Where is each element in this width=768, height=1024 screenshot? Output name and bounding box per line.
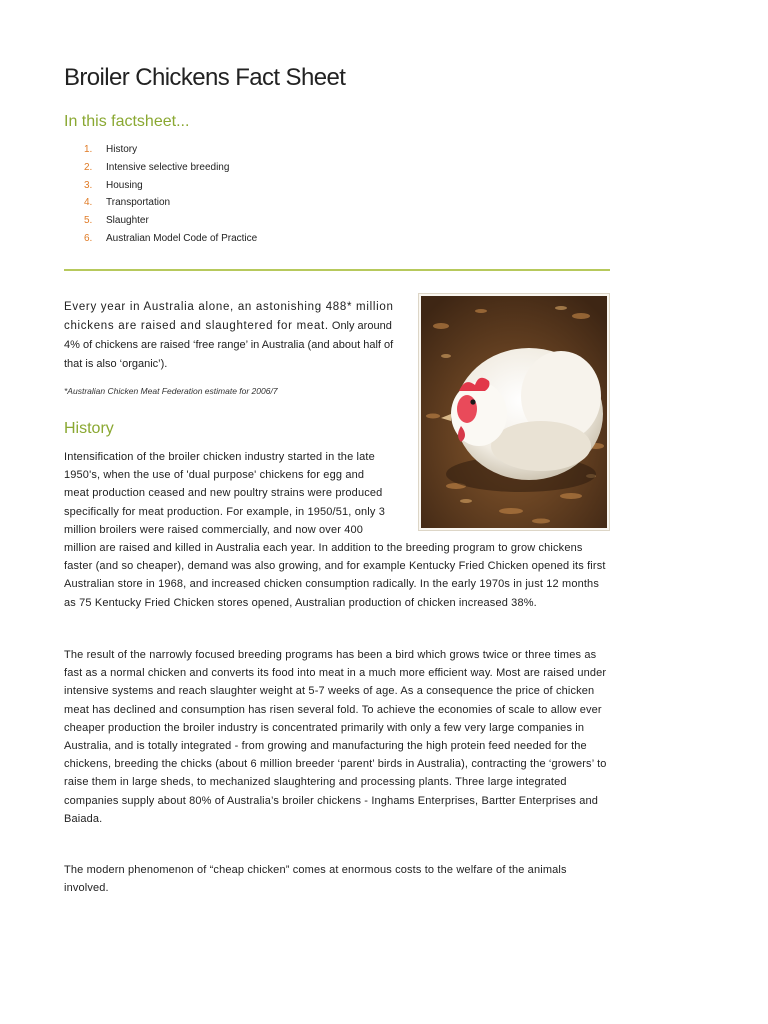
toc-label: Intensive selective breeding — [106, 161, 230, 173]
section-divider — [64, 269, 610, 271]
toc-heading: In this factsheet... — [64, 113, 190, 130]
toc-item-housing[interactable] — [84, 177, 257, 195]
toc-number: 1. — [84, 144, 93, 155]
toc-item-breeding[interactable] — [84, 159, 257, 177]
history-paragraph-2: The result of the narrowly focused breeding programs has been a bird which grows twice or three times as fast as a normal chicken and converts its food into meat in a much more efficient way. Most are raised under intensive systems and reach slaughter weight at 5-7 weeks of age. As a consequence the price of chicken meat has declined and consumption has risen several fold. To achieve the economies of scale to allow ever cheaper production the broiler industry is concentrated primarily with only a few very large companies in Australia, and is totally integrated - from growing and manufacturing the high protein feed needed for the chickens, breeding the chicks (about 6 million breeder ‘parent’ birds in Australia), contracting the ‘growers’ to raise them in large sheds, to mechanized slaughtering and processing plants. Three large integrated companies supply about 80% of Australia’s broiler chickens - Inghams Enterprises, Bartter Enterprises and Baiada. — [64, 649, 607, 825]
toc-number: 2. — [84, 161, 93, 173]
toc-number: 3. — [84, 179, 93, 191]
history-heading: History — [64, 420, 114, 437]
history-paragraph-1 — [64, 448, 610, 612]
paragraph-text: Intensification of the broiler chicken industry started in the late 1950's, when the use of 'dual purpose' chickens for egg and meat production ceased and new poultry strains were produced specifically for meat production. For example, in 1950/51, only 3 million broilers were raised commercially, and now over 400 million are raised and killed in Australia each year. In addition to the breeding program to grow chickens faster (and so cheaper), demand was also growing, and for example Kentucky Fried Chicken opened its first Australian store in 1968, and increased chicken consumption radically. In the early 1970s in just 12 months as 75 Kentucky Fried Chicken stores opened, Australian production of chicken increased 38%. — [64, 451, 606, 609]
toc-number: 4. — [84, 197, 93, 209]
intro-lead: Every year in Australia alone, an astonishing 488* million chickens are raised and slaughtered for meat. — [64, 301, 394, 332]
intro-paragraph — [64, 298, 404, 374]
toc-number: 6. — [84, 232, 93, 244]
history-paragraph-3: The modern phenomenon of “cheap chicken” comes at enormous costs to the welfare of the animals involved. — [64, 864, 567, 895]
toc-list — [84, 141, 257, 248]
intro-rest: Only around 4% of chickens are raised ‘free range’ in Australia (and about half of that is also ‘organic’). — [64, 320, 394, 370]
page-title: Broiler Chickens Fact Sheet — [64, 64, 346, 91]
image-wrap-spacer — [388, 448, 610, 538]
toc-label: Transportation — [106, 197, 171, 209]
toc-number: 5. — [84, 215, 93, 227]
toc-item-transportation[interactable] — [84, 194, 257, 212]
footnote: *Australian Chicken Meat Federation estimate for 2006/7 — [64, 386, 278, 396]
toc-label: Australian Model Code of Practice — [106, 232, 258, 244]
toc-item-slaughter[interactable] — [84, 212, 257, 230]
toc-label: Housing — [106, 179, 143, 191]
toc-item-history[interactable] — [84, 141, 257, 159]
toc-label: History — [106, 144, 138, 155]
toc-item-code-of-practice[interactable] — [84, 230, 257, 248]
toc-label: Slaughter — [106, 215, 149, 227]
